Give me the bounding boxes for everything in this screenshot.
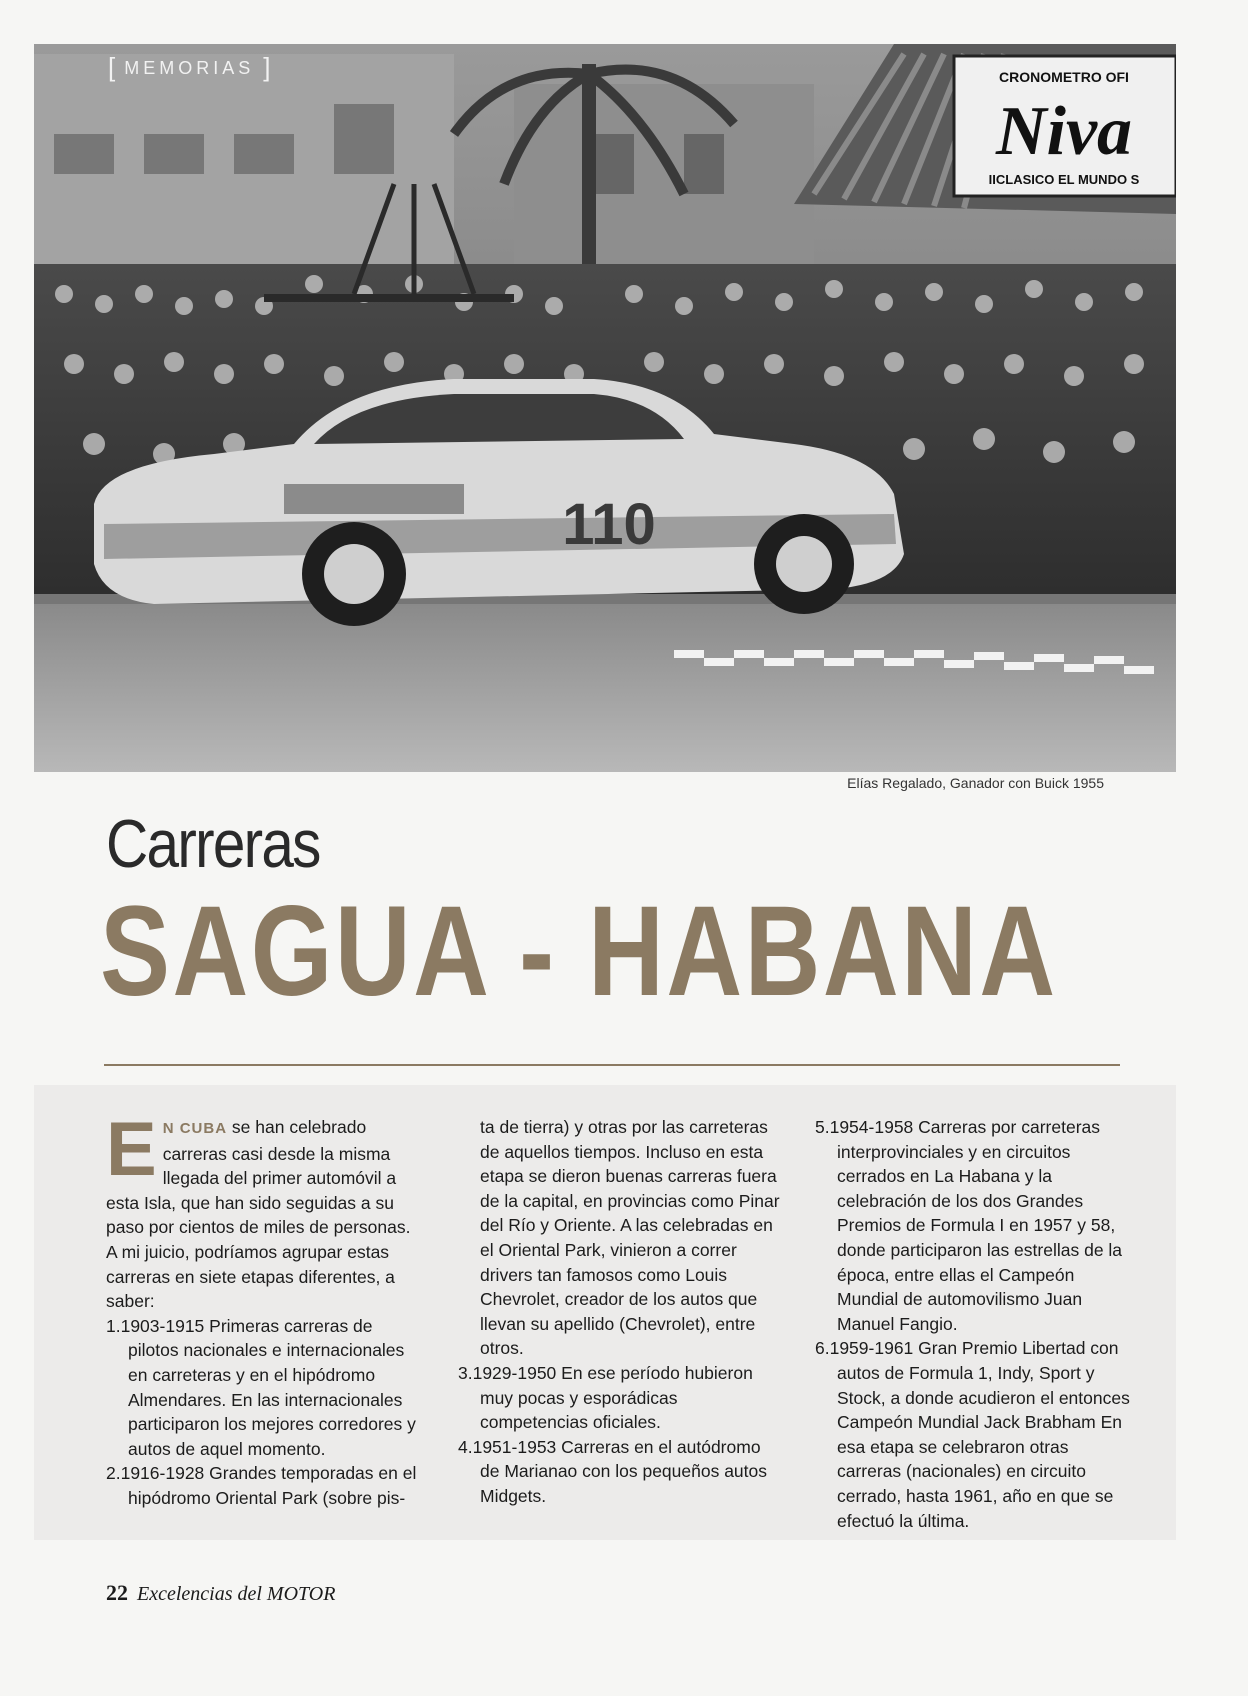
article-intro	[106, 1107, 422, 1314]
list-item-1: 1.1903-1915 Primeras carreras de pilotos nacionales e internacionales en carreteras y en el hipódromo Almendares. En las internacionales participaron los mejores corredores y autos de aquel momento.	[106, 1315, 416, 1459]
list-item-6: 6.1959-1961 Gran Premio Libertad con autos de Formula 1, Indy, Sport y Stock, a donde acudieron el entonces Campeón Mundial Jack Brabham En esa etapa se celebraron otras carreras (nacionales) en circuito cerrado, hasta 1961, año en que se efectuó la última.	[815, 1338, 1130, 1531]
publication-name: Excelencias del MOTOR	[137, 1583, 336, 1605]
list-item-2: 2.1916-1928 Grandes temporadas en el hipódromo Oriental Park (sobre pis-	[106, 1463, 417, 1508]
banner-brand-text: Niva	[995, 93, 1133, 170]
page-footer	[106, 1580, 335, 1606]
title-line-2: SAGUA - HABANA	[100, 880, 1058, 1023]
title-line-1: Carreras	[106, 806, 320, 882]
article-intro-text: se han celebrado carreras casi desde la misma llegada del primer automóvil a esta Isla, que han sido seguidas a su paso por cientos de miles de personas. A mi juicio, podríamos agrupar estas carreras en siete etapas diferentes, a saber:	[106, 1117, 411, 1312]
section-bracket-open: [	[108, 52, 116, 82]
section-label-text: MEMORIAS	[124, 58, 255, 78]
page-number: 22	[106, 1580, 128, 1605]
article-lead: N CUBA	[162, 1120, 228, 1137]
banner-top-text: CRONOMETRO OFI	[999, 69, 1129, 85]
car-number: 110	[562, 492, 656, 557]
banner-sub-text: IICLASICO EL MUNDO S	[988, 172, 1140, 187]
list-item-3: 3.1929-1950 En ese período hubieron muy pocas y esporádicas competencias oficiales.	[458, 1362, 753, 1433]
list-item-2-continued: ta de tierra) y otras por las carreteras de aquellos tiempos. Incluso en esta etapa se dieron buenas carreras fuera de la capital, en provincias como Pinar del Río y Oriente. A las celebradas en el Oriental Park, vinieron a correr drivers tan famosos como Louis Chevrolet, creador de los autos que llevan su apellido (Chevrolet), entre otros.	[480, 1117, 780, 1359]
section-label	[108, 50, 271, 81]
photo-caption: Elías Regalado, Ganador con Buick 1955	[847, 775, 1104, 791]
article-column-3	[815, 1115, 1137, 1533]
list-item-5: 5.1954-1958 Carreras por carreteras interprovinciales y en circuitos cerrados en La Habana y la celebración de los dos Grandes Premios de Formula I en 1957 y 58, donde participaron las estrellas de la época, entre ellas el Campeón Mundial de automovilismo Juan Manuel Fangio.	[815, 1117, 1123, 1334]
list-item-4: 4.1951-1953 Carreras en el autódromo de Marianao con los pequeños autos Midgets.	[458, 1436, 768, 1506]
section-bracket-close: ]	[263, 52, 271, 82]
hero-photo	[34, 44, 1176, 772]
drop-cap: E	[106, 1107, 157, 1192]
article-column-1	[106, 1107, 422, 1511]
article-column-2	[458, 1115, 782, 1509]
race-car-photo	[34, 44, 1176, 772]
title-divider	[104, 1064, 1120, 1066]
